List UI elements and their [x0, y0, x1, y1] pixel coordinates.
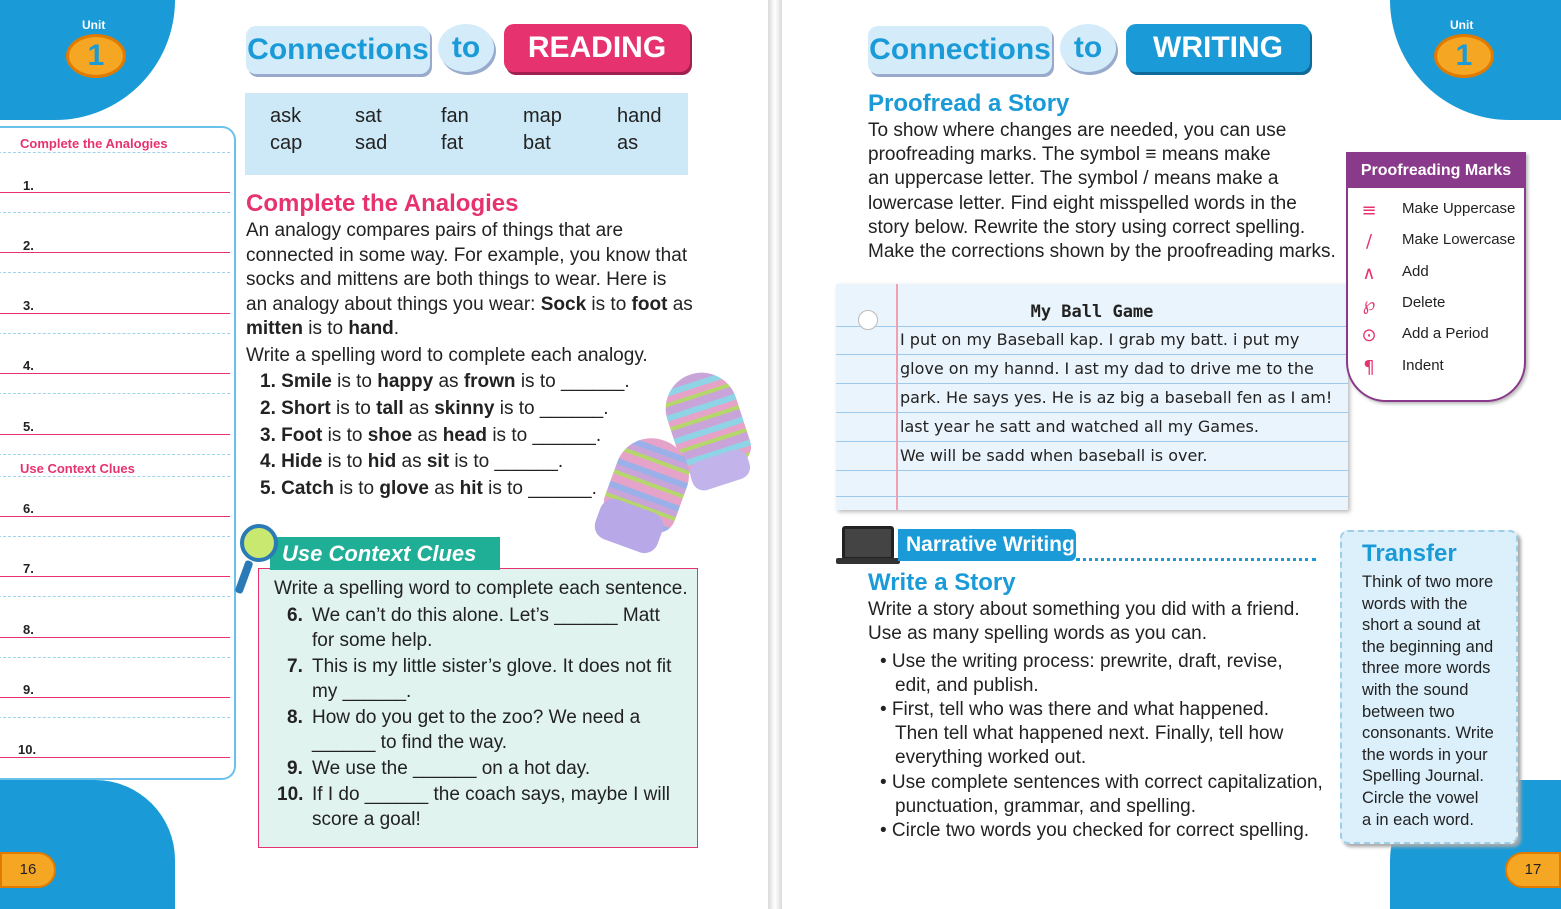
- context-item: 10.: [277, 784, 304, 805]
- uppercase-mark-icon: ≡: [1361, 200, 1377, 221]
- text-line: an uppercase letter. The symbol / means make a: [868, 168, 1279, 190]
- answer-line[interactable]: [0, 373, 230, 374]
- magnifier-icon: [240, 524, 278, 562]
- text-line: proofreading marks. The symbol ≡ means make: [868, 144, 1271, 166]
- analogy-item: 3. Foot is to shoe as head is to ______.: [260, 425, 602, 446]
- word-bank-word: bat: [523, 132, 551, 154]
- text-line: Make the corrections shown by the proofreading marks.: [868, 241, 1336, 263]
- word-bank: [245, 93, 688, 175]
- book-spine: [768, 0, 782, 909]
- context-clues-banner: Use Context Clues: [270, 537, 500, 570]
- analogy-item: 2. Short is to tall as skinny is to ______.: [260, 398, 609, 419]
- narrative-bullet: • Use the writing process: prewrite, draft, revise, edit, and publish.: [880, 651, 1283, 696]
- header-writing: WRITING: [1126, 24, 1310, 72]
- transfer-box: [1340, 530, 1518, 844]
- indent-mark-icon: ¶: [1363, 357, 1375, 378]
- text-line: mitten is to hand.: [246, 318, 400, 339]
- context-item-text: We can’t do this alone. Let’s ______ Matt for some help.: [312, 605, 660, 651]
- narrative-bullet: • Circle two words you checked for correct spelling.: [880, 820, 1310, 841]
- answer-line[interactable]: [0, 637, 230, 638]
- answer-line[interactable]: [0, 516, 230, 517]
- proofread-title: Proofread a Story: [868, 90, 1070, 117]
- context-item-text: How do you get to the zoo? We need a ______ to find the way.: [312, 707, 641, 753]
- caret-add-icon: ∧: [1362, 263, 1376, 284]
- story-line: I put on my Baseball kap. I grab my batt. i put my: [900, 330, 1300, 349]
- story-line: park. He says yes. He is az big a baseball fen as I am!: [900, 388, 1333, 407]
- word-bank-word: map: [523, 105, 562, 127]
- answer-number: 9.: [23, 682, 34, 697]
- unit-number: 1: [1434, 34, 1494, 78]
- text-line: story below. Rewrite the story using correct spelling.: [868, 216, 1306, 238]
- unit-number: 1: [66, 34, 126, 78]
- context-item: 9.: [287, 758, 303, 779]
- answer-number: 6.: [23, 501, 34, 516]
- analogy-item: 1. Smile is to happy as frown is to ______.: [260, 371, 630, 392]
- context-item: 6.: [287, 605, 303, 626]
- analogies-intro: [246, 219, 706, 342]
- answer-line[interactable]: [0, 576, 230, 577]
- word-bank-word: fat: [441, 132, 464, 154]
- unit-badge-right: [1430, 18, 1494, 82]
- story-line: glove on my hannd. I ast my dad to drive me to the: [900, 359, 1314, 378]
- transfer-text: Think of two more words with the short a sound at the beginning and three more words with the sound between two consonants. Write the words in your Spelling Journal. Circle the vowel a in each word.: [1362, 573, 1494, 829]
- period-mark-icon: ⊙: [1361, 325, 1377, 346]
- answer-line[interactable]: [0, 757, 230, 758]
- laptop-base: [836, 558, 900, 564]
- story-notebook: [836, 284, 1348, 510]
- page-number-left: 16: [0, 852, 56, 888]
- answer-heading-context: Use Context Clues: [20, 461, 135, 476]
- answer-number: 1.: [23, 178, 34, 193]
- answer-sidebar: [0, 126, 236, 780]
- answer-number: 4.: [23, 358, 34, 373]
- context-item-text: We use the ______ on a hot day.: [312, 758, 591, 779]
- header-connections: Connections: [868, 26, 1052, 74]
- story-line: We will be sadd when baseball is over.: [900, 446, 1208, 465]
- context-item: 7.: [287, 656, 303, 677]
- write-story-title: Write a Story: [868, 569, 1016, 596]
- answer-number: 8.: [23, 622, 34, 637]
- text-line: Write a story about something you did with a friend.: [868, 599, 1300, 620]
- answer-line[interactable]: [0, 313, 230, 314]
- text-line: lowercase letter. Find eight misspelled words in the: [868, 192, 1297, 214]
- word-bank-word: ask: [270, 105, 302, 127]
- header-connections: Connections: [246, 26, 430, 74]
- word-bank-word: as: [617, 132, 639, 154]
- unit-label: Unit: [82, 18, 106, 32]
- transfer-title: Transfer: [1362, 540, 1457, 567]
- answer-number: 7.: [23, 561, 34, 576]
- context-item-text: This is my little sister’s glove. It does not fit my ______.: [312, 656, 672, 702]
- mark-row: ℘ Delete: [1348, 294, 1524, 318]
- story-title: My Ball Game: [1030, 302, 1154, 322]
- context-item-text: If I do ______ the coach says, maybe I will score a goal!: [312, 784, 671, 830]
- unit-label: Unit: [1450, 18, 1474, 32]
- answer-line[interactable]: [0, 252, 230, 253]
- answer-number: 2.: [23, 238, 34, 253]
- context-instruction: Write a spelling word to complete each sentence.: [274, 578, 688, 599]
- word-bank-word: fan: [441, 105, 469, 127]
- answer-line[interactable]: [0, 697, 230, 698]
- answer-heading-analogies: Complete the Analogies: [20, 136, 168, 151]
- answer-number: 3.: [23, 298, 34, 313]
- laptop-icon: [842, 526, 894, 560]
- answer-line[interactable]: [0, 192, 230, 193]
- dotted-divider: [1076, 558, 1316, 561]
- text-line: socks and mittens are both things to wear. Here is: [246, 269, 667, 290]
- text-line: connected in some way. For example, you know that: [246, 244, 688, 266]
- header-reading: READING: [504, 24, 690, 72]
- lowercase-mark-icon: /: [1365, 231, 1373, 252]
- word-bank-word: cap: [270, 132, 303, 154]
- narrative-intro: [868, 598, 1328, 646]
- mark-row: / Make Lowercase: [1348, 231, 1524, 255]
- delete-mark-icon: ℘: [1362, 294, 1376, 315]
- header-to: to: [438, 24, 494, 72]
- analogies-title: Complete the Analogies: [246, 190, 519, 217]
- page-number-right: 17: [1505, 852, 1561, 888]
- story-line: last year he satt and watched all my Games.: [900, 417, 1259, 436]
- context-item: 8.: [287, 707, 303, 728]
- mark-row: ∧ Add: [1348, 263, 1524, 287]
- word-bank-word: hand: [617, 105, 662, 127]
- narrative-bullet: • First, tell who was there and what happened. Then tell what happened next. Finally, tell how everything worked out.: [880, 699, 1284, 768]
- answer-number: 5.: [23, 419, 34, 434]
- header-to: to: [1060, 24, 1116, 72]
- mark-row: ≡ Make Uppercase: [1348, 200, 1524, 224]
- text-line: an analogy about things you wear: Sock is to foot as: [246, 293, 693, 315]
- proofreading-marks-box: [1346, 152, 1526, 402]
- proofread-instructions: [868, 119, 1338, 264]
- mark-row: ¶ Indent: [1348, 357, 1524, 381]
- narrative-bullet: • Use complete sentences with correct capitalization, punctuation, grammar, and spelling.: [880, 772, 1323, 817]
- proofreading-marks-title: Proofreading Marks: [1348, 154, 1524, 188]
- mark-row: ⊙ Add a Period: [1348, 325, 1524, 349]
- answer-number: 10.: [18, 742, 37, 757]
- word-bank-word: sat: [355, 105, 382, 127]
- analogy-item: 5. Catch is to glove as hit is to ______.: [260, 478, 597, 499]
- narrative-writing-banner: Narrative Writing: [898, 529, 1076, 561]
- text-line: An analogy compares pairs of things that are: [246, 220, 624, 241]
- text-line: Use as many spelling words as you can.: [868, 623, 1207, 644]
- unit-badge-left: [62, 18, 126, 82]
- analogies-instruction: Write a spelling word to complete each analogy.: [246, 345, 648, 366]
- text-line: To show where changes are needed, you can use: [868, 120, 1287, 141]
- analogy-item: 4. Hide is to hid as sit is to ______.: [260, 451, 564, 472]
- word-bank-word: sad: [355, 132, 388, 154]
- answer-line[interactable]: [0, 434, 230, 435]
